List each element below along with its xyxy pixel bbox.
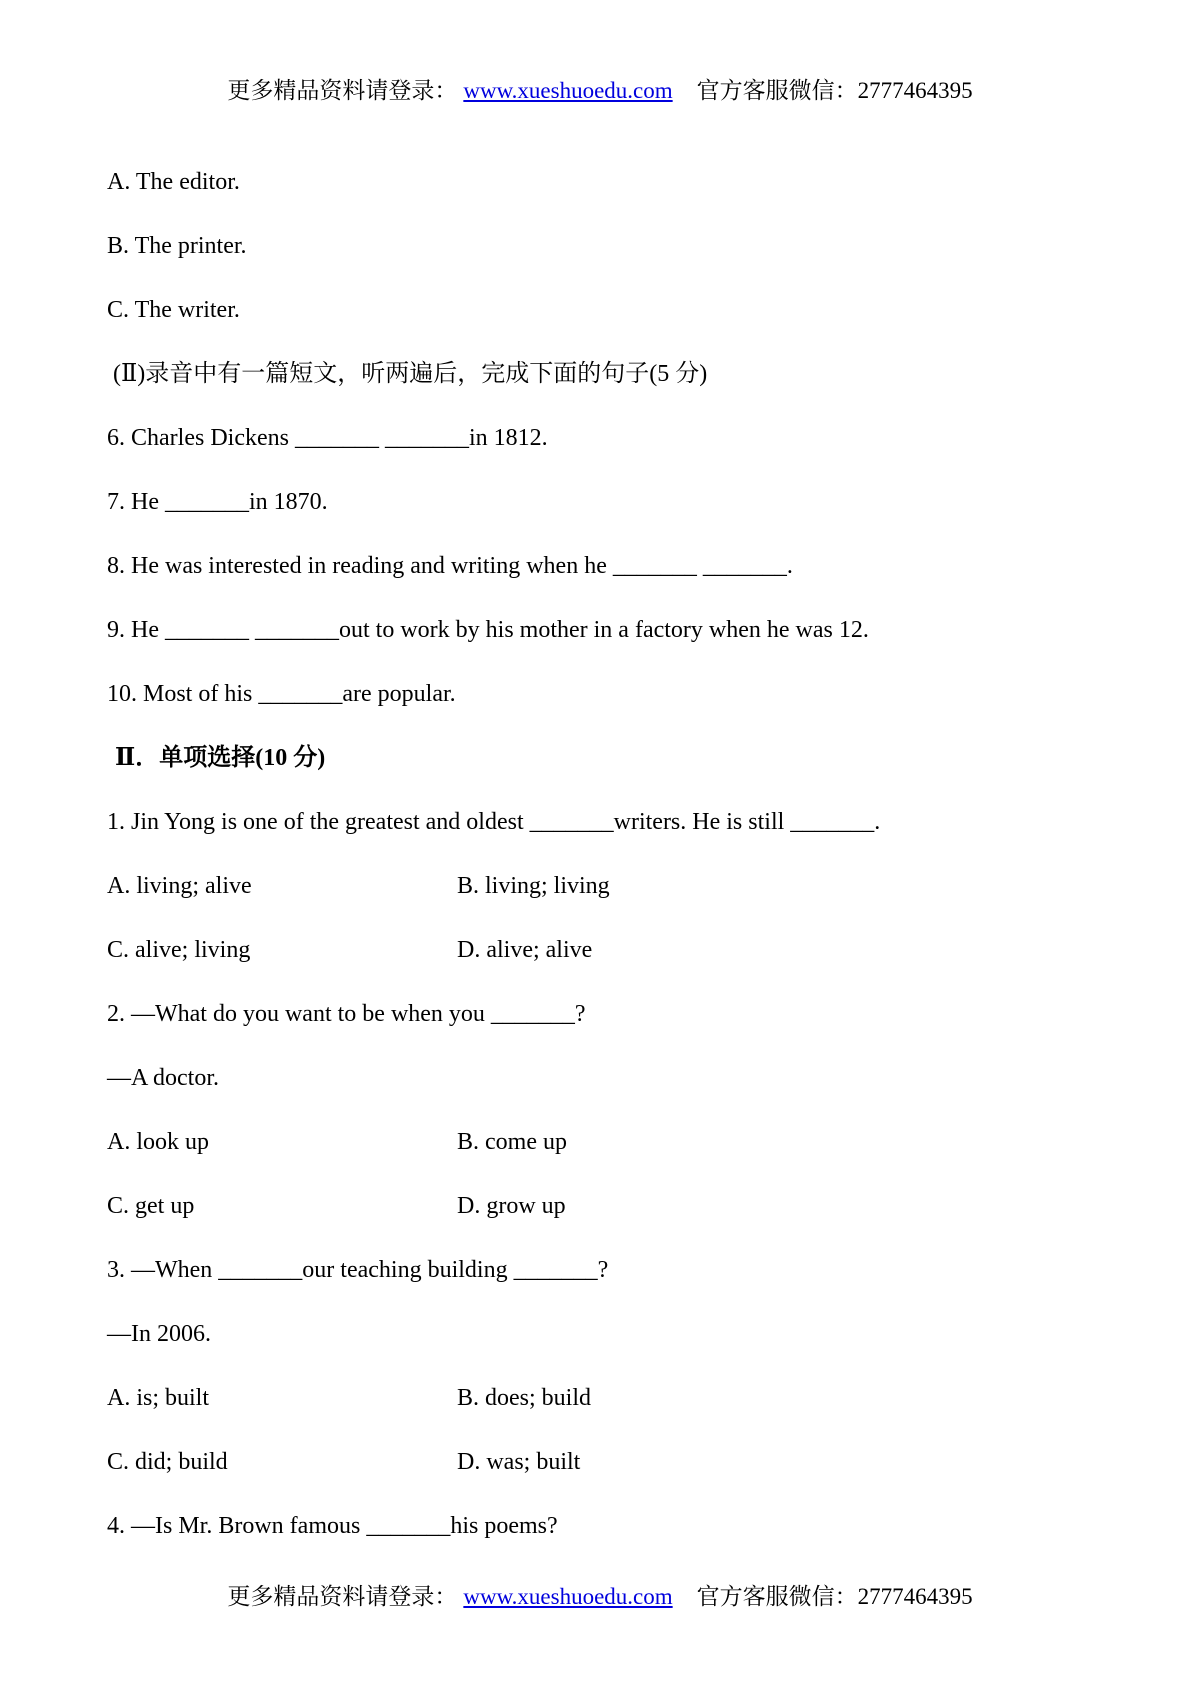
text-line: 1. Jin Yong is one of the greatest and oldest _______writers. He is still _______.: [107, 809, 881, 835]
header-promo-text: 更多精品资料请登录：: [227, 78, 458, 103]
option-left: C. get up: [107, 1193, 195, 1219]
option-right: D. grow up: [457, 1193, 566, 1219]
options-row: [107, 1366, 1130, 1430]
option-right: D. was; built: [457, 1449, 581, 1475]
text-line: A. The editor.: [107, 169, 240, 195]
option-left: A. look up: [107, 1129, 209, 1155]
text-line: (Ⅱ)录音中有一篇短文，听两遍后，完成下面的句子(5 分): [107, 361, 708, 387]
page-header: [0, 72, 1200, 105]
options-row: [107, 1110, 1130, 1174]
options-row: [107, 854, 1130, 918]
option-right: D. alive; alive: [457, 937, 593, 963]
text-line: 2. —What do you want to be when you _______?: [107, 1001, 586, 1027]
section-heading: Ⅱ．单项选择(10 分): [115, 745, 326, 771]
text-line: —A doctor.: [107, 1065, 219, 1091]
text-line: 10. Most of his _______are popular.: [107, 681, 456, 707]
options-row: [107, 1430, 1130, 1494]
document-body: [107, 150, 1130, 1558]
footer-promo-text: 更多精品资料请登录：: [227, 1584, 458, 1609]
option-left: C. did; build: [107, 1449, 228, 1475]
text-line: 4. —Is Mr. Brown famous _______his poems?: [107, 1513, 558, 1539]
options-row: [107, 1174, 1130, 1238]
option-left: A. is; built: [107, 1385, 210, 1411]
option-right: B. living; living: [457, 873, 610, 899]
page-footer: [0, 1578, 1200, 1611]
text-line: 7. He _______in 1870.: [107, 489, 328, 515]
option-right: B. does; build: [457, 1385, 592, 1411]
option-left: A. living; alive: [107, 873, 252, 899]
text-line: 3. —When _______our teaching building _______?: [107, 1257, 609, 1283]
header-site-link[interactable]: www.xueshuoedu.com: [463, 78, 673, 103]
footer-contact-text: 官方客服微信：2777464395: [696, 1584, 973, 1609]
footer-site-link[interactable]: www.xueshuoedu.com: [463, 1584, 673, 1609]
text-line: 9. He _______ _______out to work by his mother in a factory when he was 12.: [107, 617, 869, 643]
option-right: B. come up: [457, 1129, 567, 1155]
text-line: B. The printer.: [107, 233, 247, 259]
option-left: C. alive; living: [107, 937, 251, 963]
text-line: —In 2006.: [107, 1321, 211, 1347]
text-line: C. The writer.: [107, 297, 240, 323]
header-contact-text: 官方客服微信：2777464395: [696, 78, 973, 103]
options-row: [107, 918, 1130, 982]
text-line: 6. Charles Dickens _______ _______in 1812.: [107, 425, 548, 451]
text-line: 8. He was interested in reading and writing when he _______ _______.: [107, 553, 793, 579]
